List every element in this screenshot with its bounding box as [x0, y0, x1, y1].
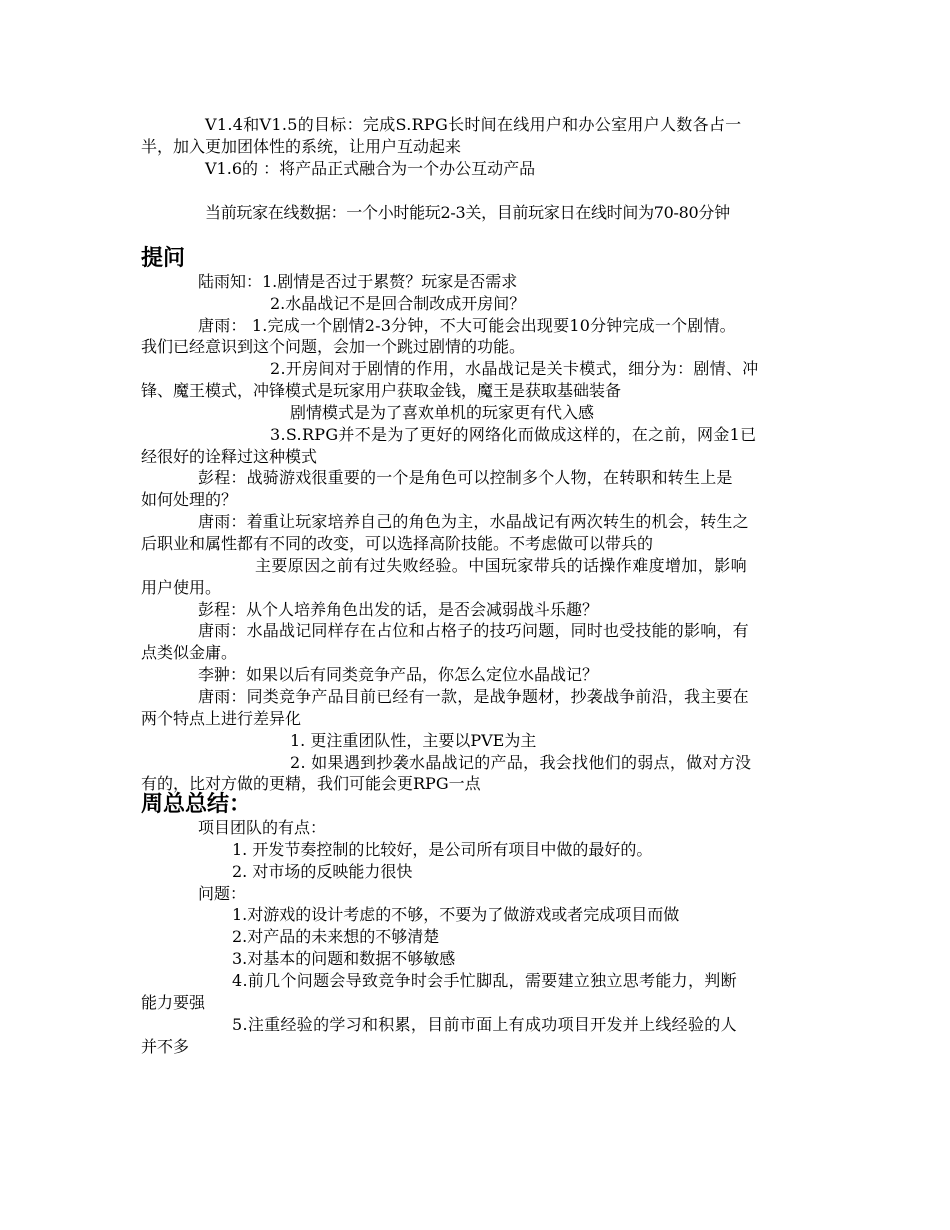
summary-line: 1.对游戏的设计考虑的不够，不要为了做游戏或者完成项目而做	[232, 905, 680, 924]
qa-line: 我们已经意识到这个问题，会加一个跳过剧情的功能。	[141, 337, 526, 356]
summary-line: 问题：	[198, 884, 247, 903]
qa-line: 唐雨：水晶战记同样存在占位和占格子的技巧问题，同时也受技能的影响，有	[198, 621, 749, 640]
qa-line: 用户使用。	[141, 578, 222, 597]
qa-line: 2. 如果遇到抄袭水晶战记的产品，我会找他们的弱点，做对方没	[290, 753, 752, 772]
qa-line: 点类似金庸。	[141, 643, 238, 662]
qa-line: 后职业和属性都有不同的改变，可以选择高阶技能。不考虑做可以带兵的	[141, 534, 654, 553]
qa-line: 唐雨：同类竞争产品目前已经有一款，是战争题材，抄袭战争前沿，我主要在	[198, 687, 749, 706]
summary-line: 项目团队的有点：	[198, 818, 327, 837]
qa-line: 2.开房间对于剧情的作用，水晶战记是关卡模式，细分为：剧情、冲	[270, 359, 759, 378]
summary-line: 1. 开发节奏控制的比较好，是公司所有项目中做的最好的。	[232, 840, 653, 859]
qa-line: 如何处理的？	[141, 490, 238, 509]
qa-line: 1. 更注重团队性，主要以PVE为主	[290, 731, 537, 750]
qa-line: 两个特点上进行差异化	[141, 709, 302, 728]
goal-v14-v15-line1: V1.4和V1.5的目标：完成S.RPG长时间在线用户和办公室用户人数各占一	[205, 115, 742, 134]
qa-heading: 提问	[141, 245, 186, 271]
summary-line: 并不多	[141, 1037, 190, 1056]
goal-v14-v15-line2: 半，加入更加团体性的系统，让用户互动起来	[141, 137, 462, 156]
qa-line: 锋、魔王模式，冲锋模式是玩家用户获取金钱，魔王是获取基础装备	[141, 381, 622, 400]
qa-line: 唐雨：着重让玩家培养自己的角色为主，水晶战记有两次转生的机会，转生之	[198, 512, 749, 531]
summary-line: 5.注重经验的学习和积累，目前市面上有成功项目开发并上线经验的人	[232, 1015, 737, 1034]
summary-line: 2.对产品的未来想的不够清楚	[232, 927, 440, 946]
qa-line: 有的，比对方做的更精，我们可能会更RPG一点	[141, 774, 481, 793]
qa-line: 唐雨： 1.完成一个剧情2-3分钟，不大可能会出现要10分钟完成一个剧情。	[198, 316, 736, 335]
summary-line: 2. 对市场的反映能力很快	[232, 862, 413, 881]
online-data: 当前玩家在线数据：一个小时能玩2-3关，目前玩家日在线时间为70-80分钟	[205, 203, 730, 222]
qa-line: 2.水晶战记不是回合制改成开房间？	[270, 294, 526, 313]
summary-heading: 周总总结：	[141, 791, 252, 817]
summary-line: 能力要强	[141, 993, 206, 1012]
qa-line: 经很好的诠释过这种模式	[141, 447, 318, 466]
qa-line: 陆雨知：1.剧情是否过于累赘？玩家是否需求	[198, 272, 518, 291]
summary-line: 3.对基本的问题和数据不够敏感	[232, 949, 456, 968]
goal-v16: V1.6的 ：将产品正式融合为一个办公互动产品	[205, 159, 536, 178]
qa-line: 主要原因之前有过失败经验。中国玩家带兵的话操作难度增加，影响	[255, 556, 748, 575]
qa-line: 剧情模式是为了喜欢单机的玩家更有代入感	[290, 403, 595, 422]
qa-line: 彭程：战骑游戏很重要的一个是角色可以控制多个人物，在转职和转生上是	[198, 468, 733, 487]
qa-line: 3.S.RPG并不是为了更好的网络化而做成这样的，在之前，网金1已	[270, 425, 757, 444]
qa-line: 李翀：如果以后有同类竞争产品，你怎么定位水晶战记？	[198, 665, 599, 684]
qa-line: 彭程：从个人培养角色出发的话，是否会减弱战斗乐趣？	[198, 600, 599, 619]
summary-line: 4.前几个问题会导致竞争时会手忙脚乱，需要建立独立思考能力，判断	[232, 971, 737, 990]
